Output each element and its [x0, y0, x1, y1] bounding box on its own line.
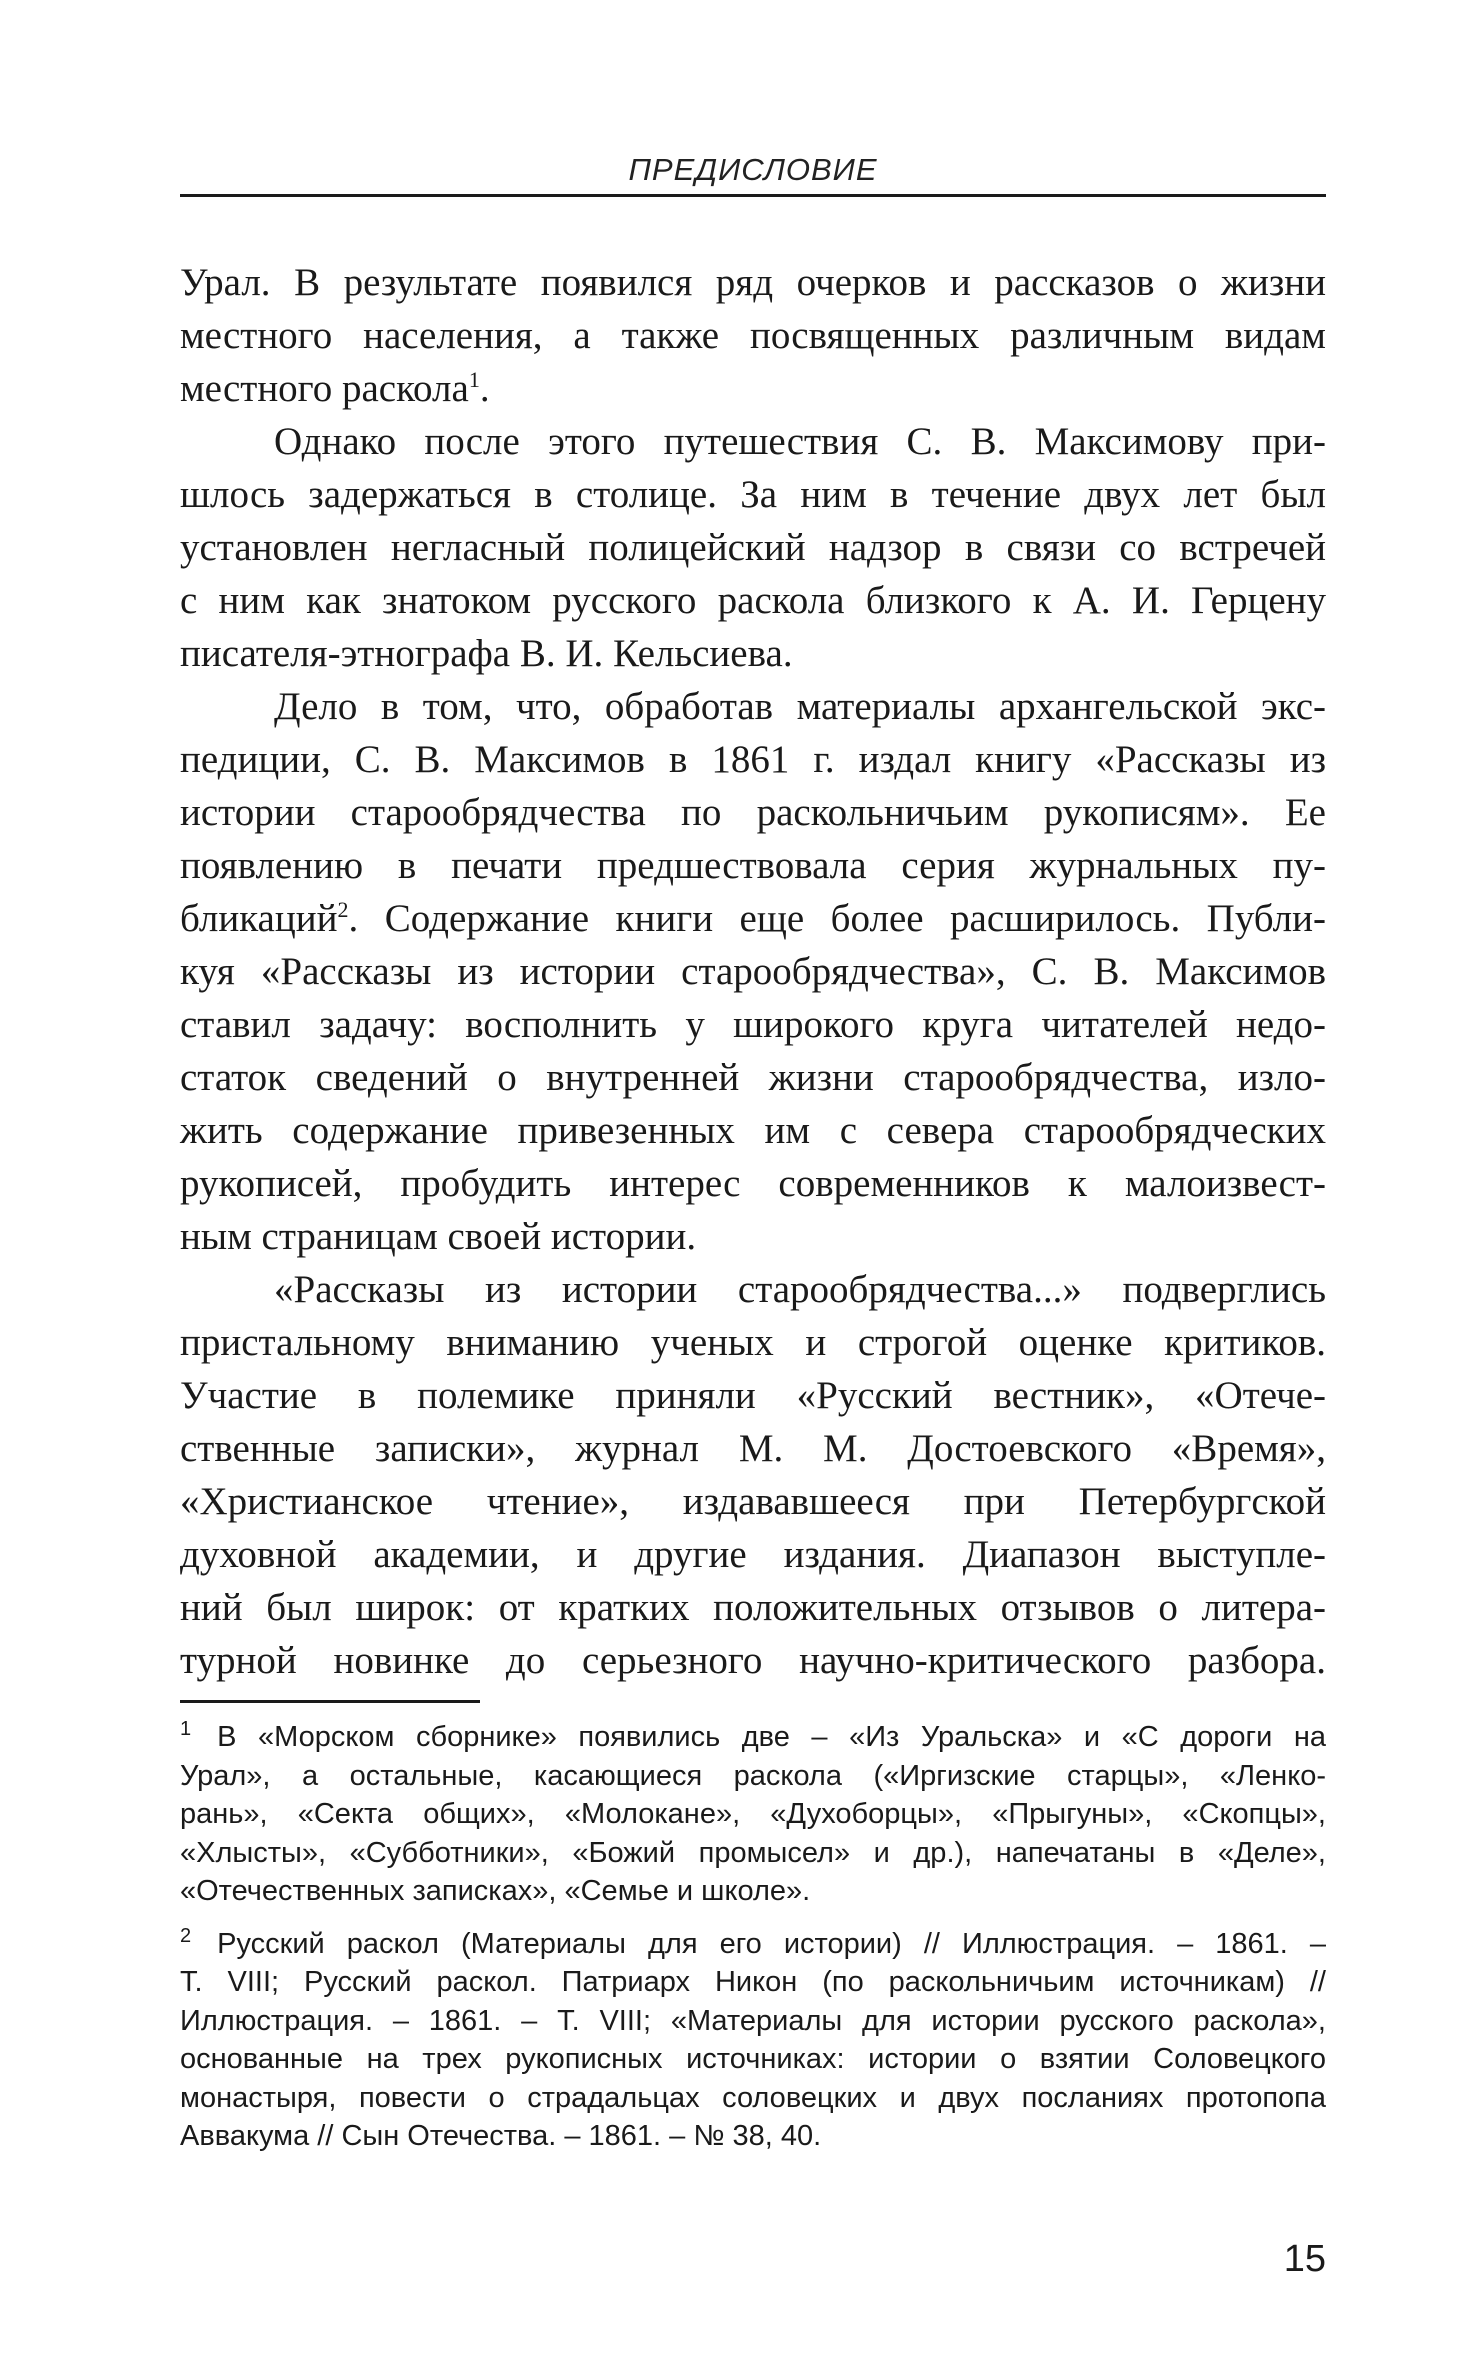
paragraph-4 — [180, 1263, 1326, 1687]
text-line: турной новинке до серьезного научно-критического разбора. — [180, 1639, 1326, 1682]
text-line: истории старообрядчества по раскольничьим рукописям». Ее — [180, 791, 1326, 834]
running-header: ПРЕДИСЛОВИЕ — [628, 152, 878, 187]
text-fragment: местного раскола — [180, 367, 469, 410]
page-number: 15 — [1283, 2238, 1326, 2280]
footnote-number: 1 — [180, 1718, 192, 1741]
text-line: установлен негласный полицейский надзор в связи со встречей — [180, 526, 1326, 569]
text-line: с ним как знатоком русского раскола близкого к А. И. Герцену — [180, 579, 1326, 622]
text-line: шлось задержаться в столице. За ним в течение двух лет был — [180, 473, 1326, 516]
text-line: местного населения, а также посвященных различным видам — [180, 314, 1326, 357]
footnote-line: рань», «Секта общих», «Молокане», «Духоборцы», «Прыгуны», «Скопцы», — [180, 1798, 1326, 1830]
text-line: жить содержание привезенных им с севера старообрядческих — [180, 1109, 1326, 1152]
text-line: Дело в том, что, обработав материалы архангельской экс- — [274, 685, 1326, 728]
footnote-separator — [180, 1700, 480, 1703]
footnote-line: «Отечественных записках», «Семье и школе». — [180, 1875, 811, 1907]
text-fragment: . — [479, 367, 490, 410]
text-line: появлению в печати предшествовала серия журнальных пу- — [180, 844, 1326, 887]
main-text — [180, 256, 1326, 1687]
footnote-line — [180, 1718, 1326, 1757]
footnote-line: «Хлысты», «Субботники», «Божий промысел» и др.), напечатаны в «Деле», — [180, 1836, 1326, 1869]
paragraph-1 — [180, 256, 1326, 415]
footnote-line: Иллюстрация. – 1861. – Т. VIII; «Материалы для истории русского раскола», — [180, 2004, 1326, 2037]
footnote-line: монастыря, повести о страдальцах соловецких и двух посланиях протопопа — [180, 2081, 1326, 2114]
text-line: педиции, С. В. Максимов в 1861 г. издал книгу «Рассказы из — [180, 738, 1326, 781]
text-line: ным страницам своей истории. — [180, 1215, 697, 1258]
footnote-number: 2 — [180, 1924, 192, 1947]
book-page — [180, 0, 1326, 2362]
footnote-2 — [180, 1925, 1326, 2156]
footnote-ref-1[interactable]: 1 — [468, 367, 480, 392]
text-fragment: . Содержание книги еще более расширилось. Публи- — [348, 897, 1326, 940]
text-line: Урал. В результате появился ряд очерков и рассказов о жизни — [180, 261, 1326, 304]
text-line: рукописей, пробудить интерес современников к малоизвест- — [180, 1162, 1326, 1205]
text-line — [180, 362, 1326, 415]
footnote-line: основанные на трех рукописных источниках: истории о взятии Соловецкого — [180, 2043, 1326, 2075]
text-line: ственные записки», журнал М. М. Достоевского «Время», — [180, 1427, 1326, 1470]
footnotes — [180, 1718, 1326, 2170]
footnote-ref-2[interactable]: 2 — [337, 897, 349, 922]
footnote-1 — [180, 1718, 1326, 1911]
text-fragment: В «Морском сборнике» появились две – «Из Уральска» и «С дороги на — [217, 1721, 1326, 1753]
text-line: «Рассказы из истории старообрядчества...» подверглись — [274, 1268, 1326, 1311]
paragraph-2 — [180, 415, 1326, 680]
footnote-line: Аввакума // Сын Отечества. – 1861. – № 38, 40. — [180, 2120, 822, 2152]
text-fragment: Русский раскол (Материалы для его истории) // Иллюстрация. – 1861. – — [217, 1927, 1326, 1960]
text-line — [180, 892, 1326, 945]
text-line: писателя-этнографа В. И. Кельсиева. — [180, 632, 793, 675]
text-line: статок сведений о внутренней жизни старообрядчества, изло- — [180, 1056, 1326, 1099]
text-line: духовной академии, и другие издания. Диапазон выступле- — [180, 1533, 1326, 1576]
text-line: «Христианское чтение», издававшееся при Петербургской — [180, 1480, 1326, 1523]
text-line: пристальному вниманию ученых и строгой оценке критиков. — [180, 1321, 1326, 1364]
text-line: Участие в полемике приняли «Русский вестник», «Отече- — [180, 1374, 1326, 1417]
header-rule — [180, 194, 1326, 197]
text-line: куя «Рассказы из истории старообрядчества», С. В. Максимов — [180, 950, 1326, 993]
text-line: ставил задачу: восполнить у широкого круга читателей недо- — [180, 1003, 1326, 1046]
text-fragment: бликаций — [180, 897, 338, 940]
footnote-line: Т. VIII; Русский раскол. Патриарх Никон (по раскольничьим источникам) // — [180, 1966, 1326, 1998]
paragraph-3 — [180, 680, 1326, 1263]
footnote-line — [180, 1925, 1326, 1964]
text-line: Однако после этого путешествия С. В. Максимову при- — [274, 420, 1326, 463]
text-line: ний был широк: от кратких положительных отзывов о литера- — [180, 1586, 1326, 1629]
footnote-line: Урал», а остальные, касающиеся раскола («Иргизские старцы», «Ленко- — [180, 1759, 1326, 1792]
